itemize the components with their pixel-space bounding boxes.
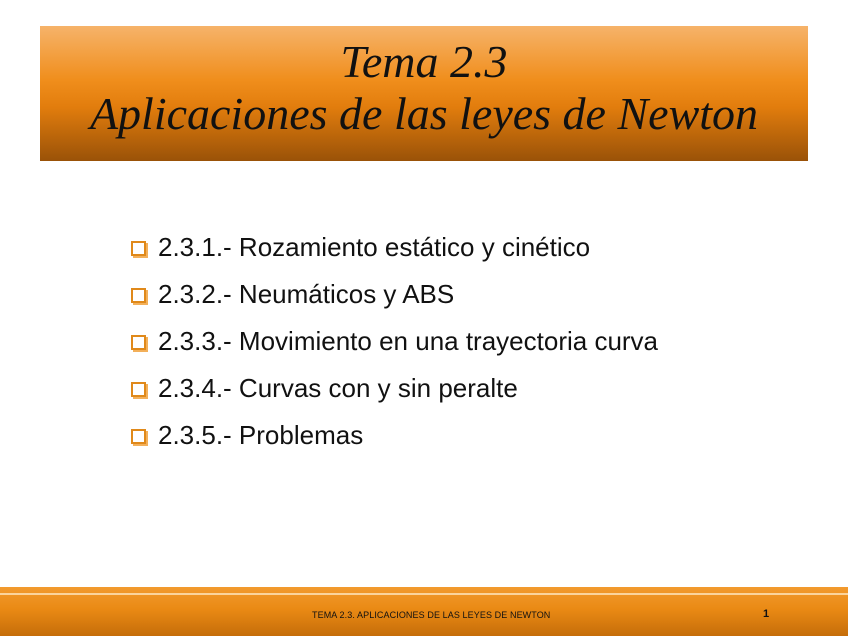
slide-title-line-2: Aplicaciones de las leyes de Newton	[89, 88, 759, 139]
square-bullet-icon	[131, 429, 146, 444]
square-bullet-icon	[131, 241, 146, 256]
slide-title-line-1: Tema 2.3	[340, 36, 508, 87]
topic-label: 2.3.2.- Neumáticos y ABS	[158, 279, 455, 309]
topic-list	[131, 224, 658, 459]
topic-label: 2.3.5.- Problemas	[158, 420, 364, 450]
footer-title: TEMA 2.3. APLICACIONES DE LAS LEYES DE NEWTON	[312, 610, 551, 620]
page-number: 1	[763, 608, 770, 620]
list-item	[131, 365, 658, 412]
list-item	[131, 224, 658, 271]
list-item	[131, 271, 658, 318]
list-item	[131, 412, 658, 459]
list-item	[131, 318, 658, 365]
footer-stripe	[0, 593, 848, 595]
topic-label: 2.3.3.- Movimiento en una trayectoria curva	[158, 326, 659, 356]
square-bullet-icon	[131, 288, 146, 303]
title-banner	[40, 26, 808, 161]
topic-label: 2.3.1.- Rozamiento estático y cinético	[158, 232, 591, 262]
topic-label: 2.3.4.- Curvas con y sin peralte	[158, 373, 518, 403]
square-bullet-icon	[131, 382, 146, 397]
square-bullet-icon	[131, 335, 146, 350]
